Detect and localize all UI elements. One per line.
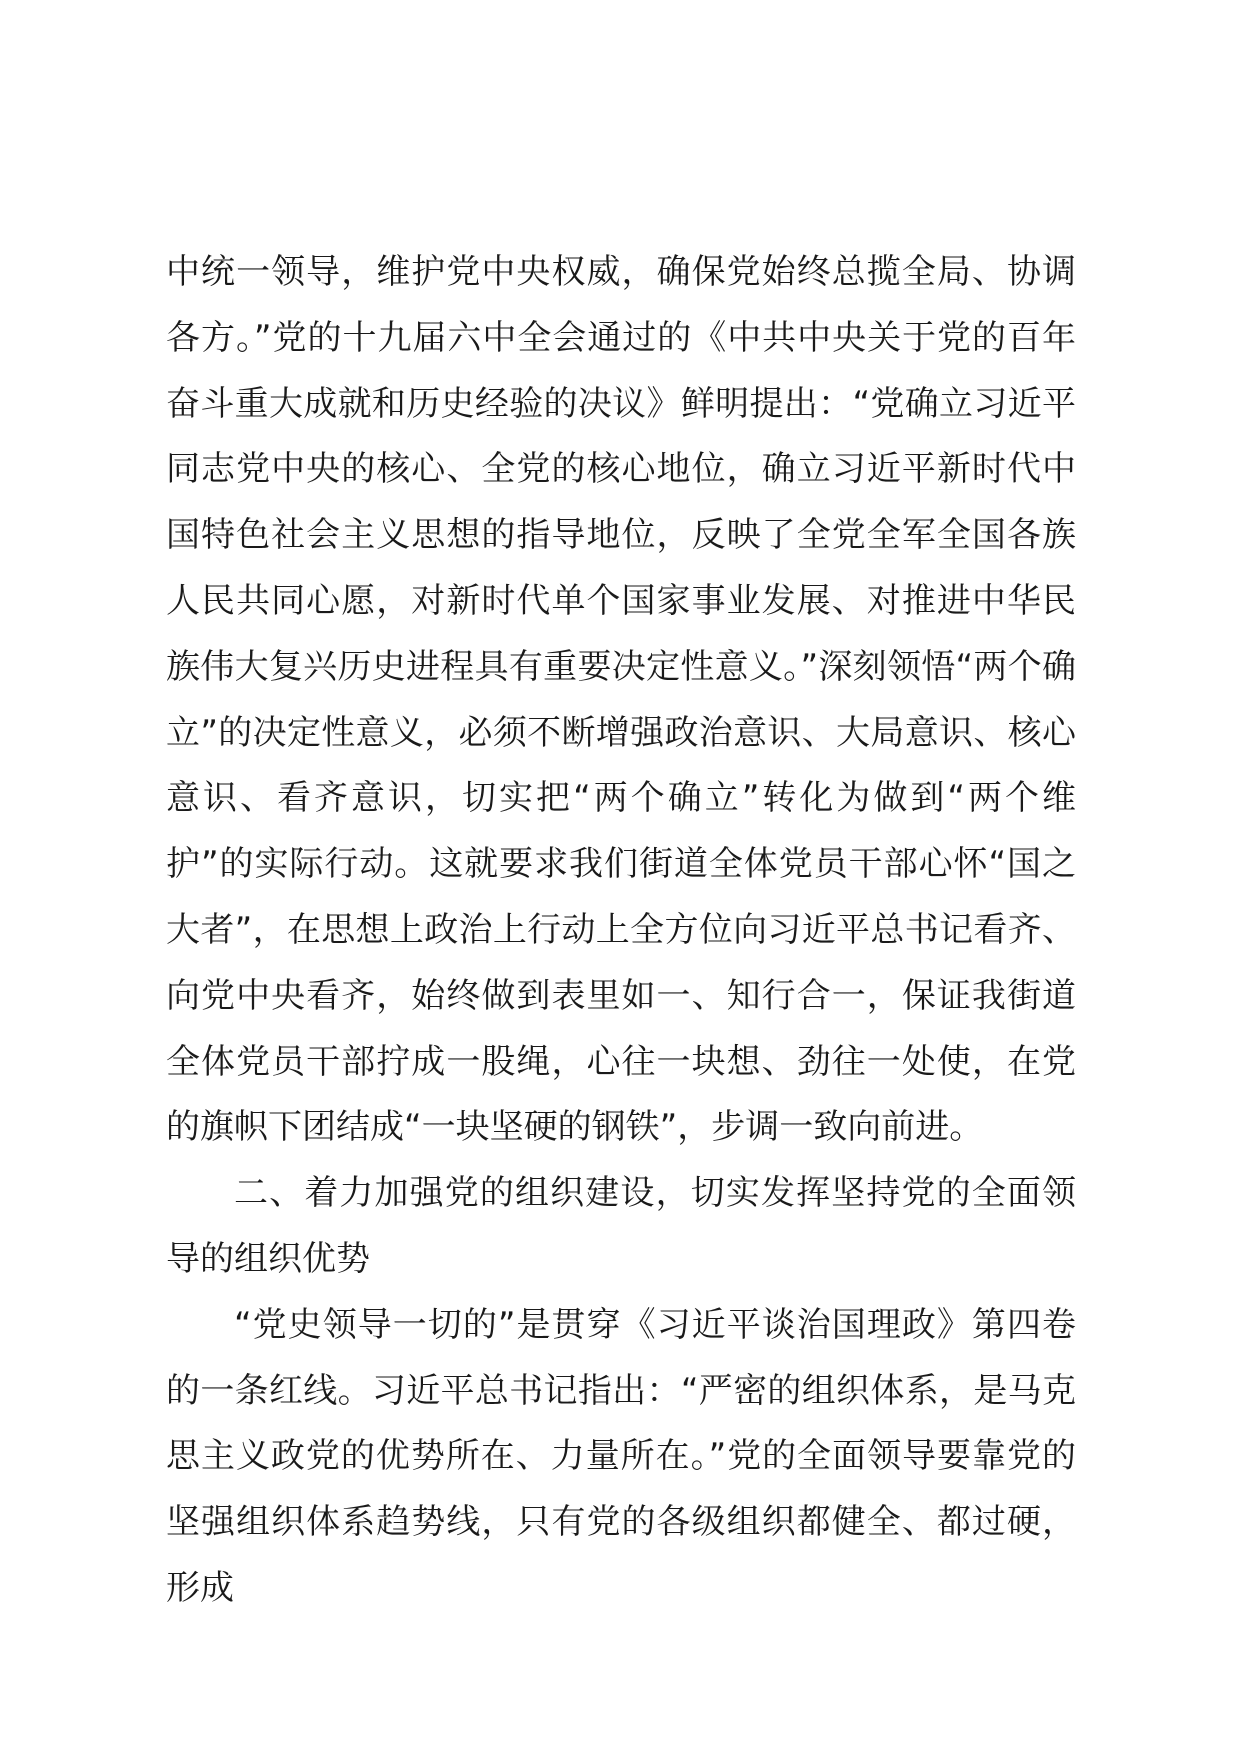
paragraph-body: “党史领导一切的”是贯穿《习近平谈治国理政》第四卷的一条红线。习近平总书记指出：“严密的组织体系，是马克思主义政党的优势所在、力量所在。”党的全面领导要靠党的坚强组织体系趋势线，只有党的各级组织都健全、都过硬，形成 <box>166 1304 1076 1608</box>
document-body <box>166 240 1076 1622</box>
paragraph-continued: 中统一领导，维护党中央权威，确保党始终总揽全局、协调各方。”党的十九届六中全会通过的《中共中央关于党的百年奋斗重大成就和历史经验的决议》鲜明提出：“党确立习近平同志党中央的核心、全党的核心地位，确立习近平新时代中国特色社会主义思想的指导地位，反映了全党全军全国各族人民共同心愿，对新时代单个国家事业发展、对推进中华民族伟大复兴历史进程具有重要决定性意义。”深刻领悟“两个确立”的决定性意义，必须不断增强政治意识、大局意识、核心意识、看齐意识，切实把“两个确立”转化为做到“两个维护”的实际行动。这就要求我们街道全体党员干部心怀“国之大者”，在思想上政治上行动上全方位向习近平总书记看齐、向党中央看齐，始终做到表里如一、知行合一，保证我街道全体党员干部拧成一股绳，心往一块想、劲往一处使，在党的旗帜下团结成“一块坚硬的钢铁”，步调一致向前进。 <box>166 252 1076 1148</box>
section-heading: 二、着力加强党的组织建设，切实发挥坚持党的全面领导的组织优势 <box>166 1173 1076 1279</box>
